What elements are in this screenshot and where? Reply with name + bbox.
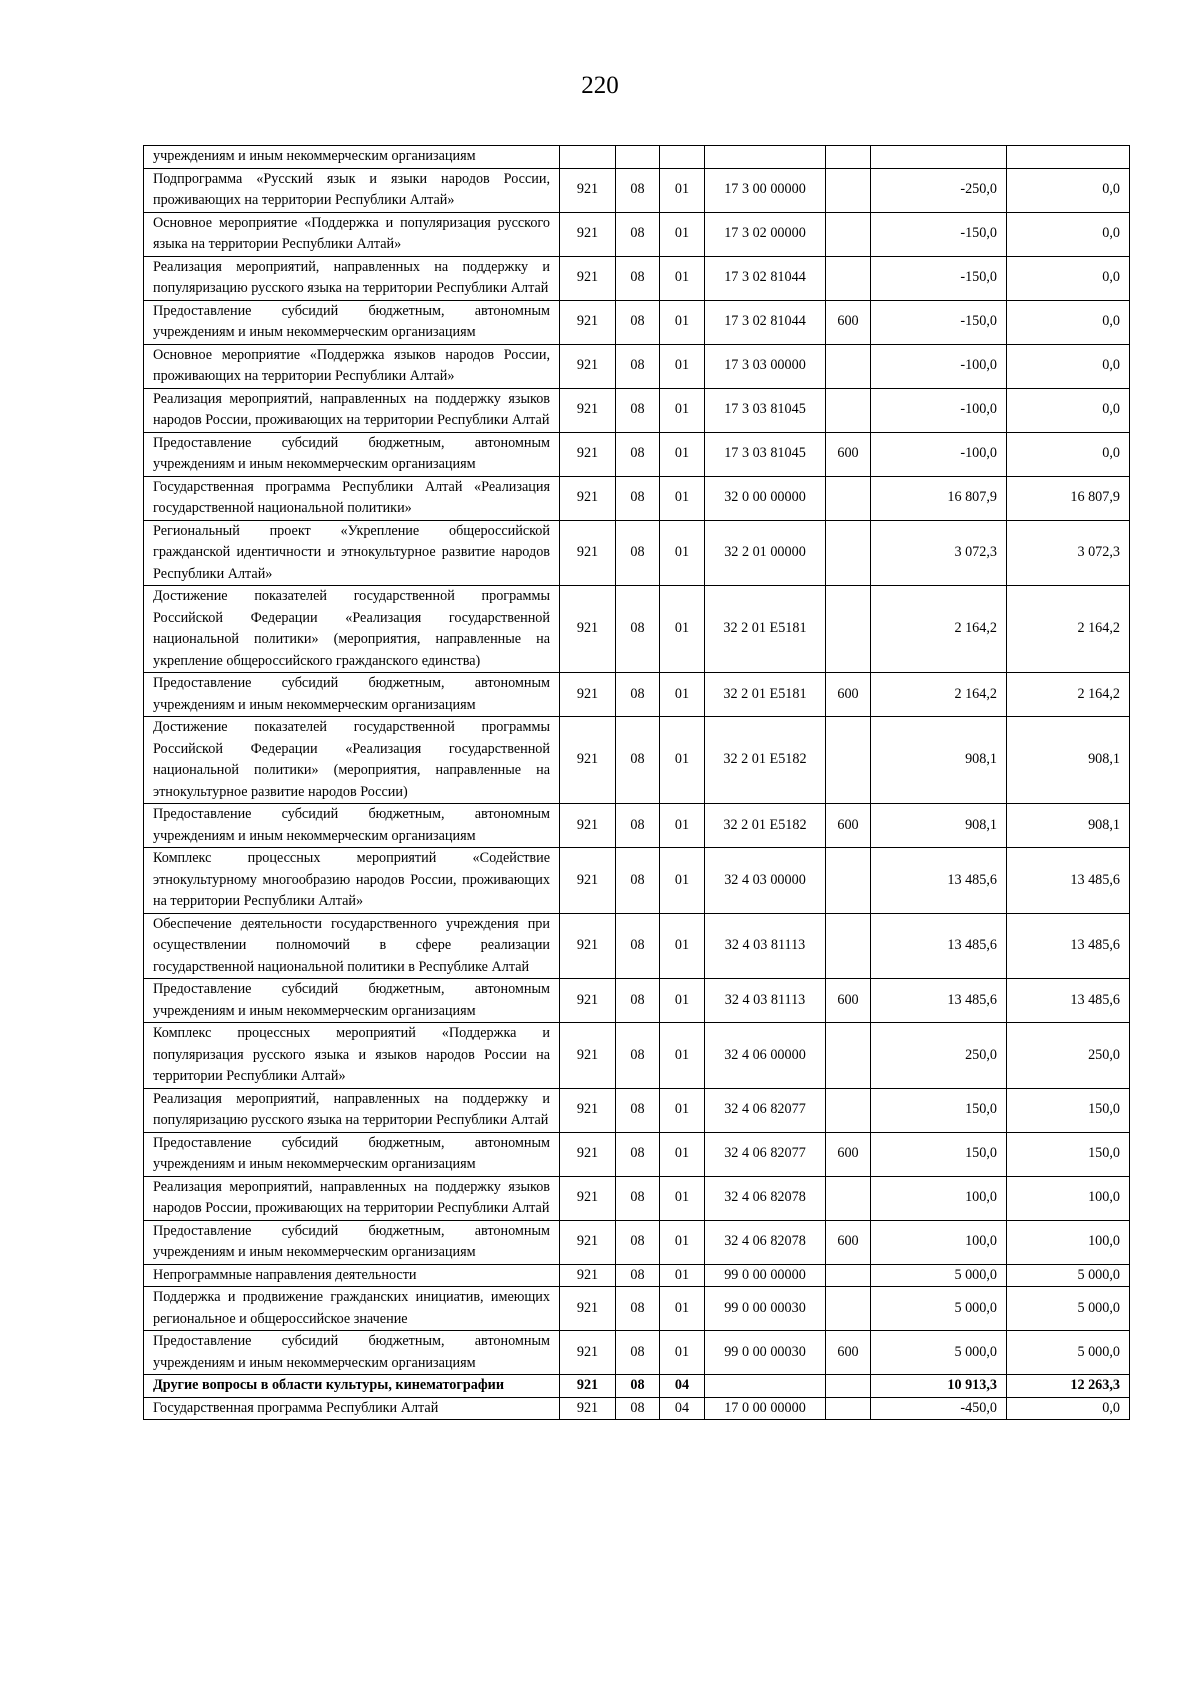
- table-row: [144, 1397, 1130, 1420]
- cell-target-article: 32 2 01 00000: [705, 520, 826, 586]
- cell-grbs: 921: [560, 168, 616, 212]
- row-name: Реализация мероприятий, направленных на поддержку и популяризацию русского языка на территории Республики Алтай: [144, 1088, 560, 1132]
- cell-grbs: 921: [560, 476, 616, 520]
- cell-target-article: 32 4 03 00000: [705, 848, 826, 914]
- cell-expense-type: [826, 717, 871, 804]
- table-row: [144, 1287, 1130, 1331]
- cell-expense-type: [826, 168, 871, 212]
- cell-amount-1: 13 485,6: [871, 913, 1007, 979]
- cell-amount-1: -250,0: [871, 168, 1007, 212]
- cell-section: 08: [616, 979, 660, 1023]
- table-row: [144, 1132, 1130, 1176]
- cell-amount-2: 0,0: [1007, 212, 1130, 256]
- cell-subsection: 01: [660, 1264, 705, 1287]
- cell-subsection: 01: [660, 1331, 705, 1375]
- cell-amount-1: 13 485,6: [871, 848, 1007, 914]
- cell-section: 08: [616, 1264, 660, 1287]
- cell-section: 08: [616, 300, 660, 344]
- cell-section: 08: [616, 586, 660, 673]
- cell-expense-type: [826, 256, 871, 300]
- cell-section: 08: [616, 673, 660, 717]
- cell-amount-2: [1007, 146, 1130, 169]
- cell-expense-type: [826, 344, 871, 388]
- cell-expense-type: 600: [826, 979, 871, 1023]
- cell-grbs: 921: [560, 979, 616, 1023]
- cell-grbs: 921: [560, 586, 616, 673]
- cell-subsection: 01: [660, 1176, 705, 1220]
- cell-amount-1: 2 164,2: [871, 673, 1007, 717]
- table-row: [144, 300, 1130, 344]
- cell-expense-type: [826, 913, 871, 979]
- cell-section: 08: [616, 1397, 660, 1420]
- cell-amount-2: 2 164,2: [1007, 586, 1130, 673]
- cell-amount-1: -100,0: [871, 432, 1007, 476]
- cell-section: 08: [616, 388, 660, 432]
- cell-amount-2: 5 000,0: [1007, 1331, 1130, 1375]
- cell-expense-type: [826, 848, 871, 914]
- cell-amount-1: -100,0: [871, 388, 1007, 432]
- table-row: [144, 388, 1130, 432]
- row-name: Основное мероприятие «Поддержка и популяризация русского языка на территории Республики Алтай»: [144, 212, 560, 256]
- cell-expense-type: [826, 1397, 871, 1420]
- cell-amount-2: 2 164,2: [1007, 673, 1130, 717]
- table-row: [144, 913, 1130, 979]
- cell-subsection: 01: [660, 1287, 705, 1331]
- row-name: Комплекс процессных мероприятий «Поддержка и популяризация русского языка и языков народов России на территории Республики Алтай»: [144, 1023, 560, 1089]
- cell-section: 08: [616, 1331, 660, 1375]
- row-name: Предоставление субсидий бюджетным, автономным учреждениям и иным некоммерческим организациям: [144, 979, 560, 1023]
- row-name: Обеспечение деятельности государственного учреждения при осуществлении полномочий в сфере реализации государственной национальной политики в Республике Алтай: [144, 913, 560, 979]
- cell-grbs: 921: [560, 1220, 616, 1264]
- cell-amount-1: 908,1: [871, 717, 1007, 804]
- table-row: [144, 979, 1130, 1023]
- cell-subsection: 01: [660, 388, 705, 432]
- cell-expense-type: [826, 388, 871, 432]
- cell-target-article: 32 4 03 81113: [705, 913, 826, 979]
- cell-amount-2: 3 072,3: [1007, 520, 1130, 586]
- cell-target-article: 99 0 00 00030: [705, 1287, 826, 1331]
- table-row: [144, 1176, 1130, 1220]
- cell-expense-type: 600: [826, 432, 871, 476]
- cell-section: 08: [616, 520, 660, 586]
- cell-amount-1: 150,0: [871, 1132, 1007, 1176]
- cell-target-article: 32 4 03 81113: [705, 979, 826, 1023]
- row-name: Предоставление субсидий бюджетным, автономным учреждениям и иным некоммерческим организациям: [144, 1132, 560, 1176]
- row-name: Достижение показателей государственной программы Российской Федерации «Реализация государственной национальной политики» (мероприятия, направленные на этнокультурное развитие народов России): [144, 717, 560, 804]
- cell-subsection: 01: [660, 256, 705, 300]
- row-name: Предоставление субсидий бюджетным, автономным учреждениям и иным некоммерческим организациям: [144, 673, 560, 717]
- cell-section: 08: [616, 476, 660, 520]
- cell-amount-1: 5 000,0: [871, 1264, 1007, 1287]
- cell-section: 08: [616, 168, 660, 212]
- table-row: [144, 520, 1130, 586]
- cell-amount-1: 5 000,0: [871, 1287, 1007, 1331]
- row-name: Подпрограмма «Русский язык и языки народов России, проживающих на территории Республики Алтай»: [144, 168, 560, 212]
- cell-section: 08: [616, 804, 660, 848]
- cell-grbs: 921: [560, 256, 616, 300]
- cell-amount-2: 0,0: [1007, 344, 1130, 388]
- row-name: Предоставление субсидий бюджетным, автономным учреждениям и иным некоммерческим организациям: [144, 432, 560, 476]
- table-row: [144, 1331, 1130, 1375]
- cell-expense-type: [826, 146, 871, 169]
- row-name: Комплекс процессных мероприятий «Содействие этнокультурному многообразию народов России, проживающих на территории Республики Алтай»: [144, 848, 560, 914]
- cell-amount-2: 13 485,6: [1007, 979, 1130, 1023]
- cell-section: 08: [616, 1132, 660, 1176]
- cell-target-article: 32 2 01 E5182: [705, 804, 826, 848]
- table-row: [144, 146, 1130, 169]
- cell-expense-type: 600: [826, 1132, 871, 1176]
- cell-amount-1: -150,0: [871, 300, 1007, 344]
- table-row: [144, 1264, 1130, 1287]
- table-row: [144, 1023, 1130, 1089]
- table-row: [144, 586, 1130, 673]
- cell-subsection: 01: [660, 520, 705, 586]
- table-row: [144, 168, 1130, 212]
- cell-target-article: 17 0 00 00000: [705, 1397, 826, 1420]
- cell-amount-1: 100,0: [871, 1220, 1007, 1264]
- row-name: Реализация мероприятий, направленных на поддержку и популяризацию русского языка на территории Республики Алтай: [144, 256, 560, 300]
- table-row: [144, 344, 1130, 388]
- row-name: Непрограммные направления деятельности: [144, 1264, 560, 1287]
- cell-target-article: 32 4 06 82078: [705, 1176, 826, 1220]
- cell-target-article: 17 3 00 00000: [705, 168, 826, 212]
- cell-grbs: 921: [560, 673, 616, 717]
- cell-amount-1: [871, 146, 1007, 169]
- cell-amount-1: 3 072,3: [871, 520, 1007, 586]
- cell-grbs: 921: [560, 913, 616, 979]
- cell-expense-type: [826, 476, 871, 520]
- cell-subsection: 01: [660, 300, 705, 344]
- cell-amount-1: 2 164,2: [871, 586, 1007, 673]
- cell-expense-type: 600: [826, 1220, 871, 1264]
- cell-subsection: 01: [660, 212, 705, 256]
- cell-section: 08: [616, 1088, 660, 1132]
- cell-section: 08: [616, 1176, 660, 1220]
- cell-section: 08: [616, 848, 660, 914]
- cell-grbs: 921: [560, 848, 616, 914]
- cell-amount-1: 100,0: [871, 1176, 1007, 1220]
- cell-amount-2: 0,0: [1007, 1397, 1130, 1420]
- row-name: Достижение показателей государственной программы Российской Федерации «Реализация государственной национальной политики» (мероприятия, направленные на укрепление общероссийского гражданского единства): [144, 586, 560, 673]
- table-row: [144, 1088, 1130, 1132]
- cell-section: 08: [616, 1220, 660, 1264]
- cell-expense-type: 600: [826, 673, 871, 717]
- cell-amount-2: 100,0: [1007, 1220, 1130, 1264]
- cell-amount-1: 250,0: [871, 1023, 1007, 1089]
- cell-expense-type: [826, 1023, 871, 1089]
- table-row: [144, 256, 1130, 300]
- cell-amount-2: 16 807,9: [1007, 476, 1130, 520]
- cell-section: 08: [616, 717, 660, 804]
- table-row: [144, 717, 1130, 804]
- cell-subsection: 01: [660, 1220, 705, 1264]
- cell-grbs: 921: [560, 1375, 616, 1398]
- row-name: Реализация мероприятий, направленных на поддержку языков народов России, проживающих на территории Республики Алтай: [144, 1176, 560, 1220]
- cell-amount-2: 13 485,6: [1007, 848, 1130, 914]
- cell-target-article: 17 3 02 81044: [705, 300, 826, 344]
- row-name: Региональный проект «Укрепление общероссийской гражданской идентичности и этнокультурное развитие народов Республики Алтай»: [144, 520, 560, 586]
- cell-target-article: 17 3 02 00000: [705, 212, 826, 256]
- cell-amount-2: 0,0: [1007, 388, 1130, 432]
- row-name: Поддержка и продвижение гражданских инициатив, имеющих региональное и общероссийское значение: [144, 1287, 560, 1331]
- cell-amount-1: 150,0: [871, 1088, 1007, 1132]
- cell-target-article: 32 2 01 E5181: [705, 586, 826, 673]
- table-row: [144, 212, 1130, 256]
- cell-amount-1: 5 000,0: [871, 1331, 1007, 1375]
- cell-amount-2: 0,0: [1007, 300, 1130, 344]
- cell-grbs: 921: [560, 717, 616, 804]
- table-row: [144, 804, 1130, 848]
- cell-amount-2: 5 000,0: [1007, 1287, 1130, 1331]
- cell-target-article: 17 3 03 81045: [705, 432, 826, 476]
- cell-expense-type: [826, 212, 871, 256]
- cell-target-article: 32 4 06 00000: [705, 1023, 826, 1089]
- cell-section: 08: [616, 344, 660, 388]
- cell-amount-2: 908,1: [1007, 804, 1130, 848]
- cell-subsection: 01: [660, 1023, 705, 1089]
- table-row: [144, 1375, 1130, 1398]
- cell-target-article: 17 3 02 81044: [705, 256, 826, 300]
- cell-amount-2: 150,0: [1007, 1132, 1130, 1176]
- row-name: Предоставление субсидий бюджетным, автономным учреждениям и иным некоммерческим организациям: [144, 1331, 560, 1375]
- cell-subsection: 01: [660, 168, 705, 212]
- cell-target-article: 32 4 06 82077: [705, 1088, 826, 1132]
- cell-amount-2: 0,0: [1007, 432, 1130, 476]
- cell-amount-2: 150,0: [1007, 1088, 1130, 1132]
- table-row: [144, 1220, 1130, 1264]
- cell-expense-type: 600: [826, 300, 871, 344]
- cell-expense-type: [826, 1287, 871, 1331]
- cell-grbs: 921: [560, 804, 616, 848]
- cell-target-article: 99 0 00 00000: [705, 1264, 826, 1287]
- cell-expense-type: [826, 1176, 871, 1220]
- cell-subsection: 01: [660, 344, 705, 388]
- cell-section: 08: [616, 1375, 660, 1398]
- cell-section: [616, 146, 660, 169]
- cell-target-article: 32 0 00 00000: [705, 476, 826, 520]
- table-row: [144, 476, 1130, 520]
- cell-target-article: 17 3 03 00000: [705, 344, 826, 388]
- cell-amount-2: 13 485,6: [1007, 913, 1130, 979]
- row-name: Другие вопросы в области культуры, кинематографии: [144, 1375, 560, 1398]
- cell-subsection: 01: [660, 476, 705, 520]
- cell-subsection: 01: [660, 673, 705, 717]
- cell-grbs: 921: [560, 1287, 616, 1331]
- cell-amount-2: 0,0: [1007, 168, 1130, 212]
- cell-amount-1: 10 913,3: [871, 1375, 1007, 1398]
- cell-subsection: 01: [660, 1132, 705, 1176]
- cell-grbs: 921: [560, 1023, 616, 1089]
- cell-grbs: 921: [560, 1176, 616, 1220]
- cell-subsection: 01: [660, 848, 705, 914]
- cell-amount-2: 250,0: [1007, 1023, 1130, 1089]
- cell-target-article: 32 4 06 82078: [705, 1220, 826, 1264]
- cell-amount-2: 908,1: [1007, 717, 1130, 804]
- row-name: Предоставление субсидий бюджетным, автономным учреждениям и иным некоммерческим организациям: [144, 300, 560, 344]
- cell-target-article: [705, 1375, 826, 1398]
- budget-table: [143, 145, 1130, 1420]
- cell-subsection: 01: [660, 586, 705, 673]
- table-row: [144, 432, 1130, 476]
- cell-grbs: 921: [560, 1331, 616, 1375]
- row-name: Реализация мероприятий, направленных на поддержку языков народов России, проживающих на территории Республики Алтай: [144, 388, 560, 432]
- cell-grbs: [560, 146, 616, 169]
- cell-target-article: 32 2 01 E5182: [705, 717, 826, 804]
- cell-section: 08: [616, 212, 660, 256]
- cell-expense-type: [826, 1375, 871, 1398]
- cell-expense-type: [826, 1088, 871, 1132]
- cell-target-article: [705, 146, 826, 169]
- cell-amount-1: -450,0: [871, 1397, 1007, 1420]
- cell-subsection: 04: [660, 1397, 705, 1420]
- cell-target-article: 17 3 03 81045: [705, 388, 826, 432]
- row-name: Основное мероприятие «Поддержка языков народов России, проживающих на территории Республики Алтай»: [144, 344, 560, 388]
- page-number: 220: [581, 72, 619, 99]
- cell-amount-2: 12 263,3: [1007, 1375, 1130, 1398]
- row-name: Государственная программа Республики Алтай «Реализация государственной национальной политики»: [144, 476, 560, 520]
- cell-amount-2: 5 000,0: [1007, 1264, 1130, 1287]
- cell-amount-1: 908,1: [871, 804, 1007, 848]
- cell-section: 08: [616, 256, 660, 300]
- cell-amount-2: 100,0: [1007, 1176, 1130, 1220]
- cell-grbs: 921: [560, 1264, 616, 1287]
- cell-grbs: 921: [560, 1088, 616, 1132]
- cell-grbs: 921: [560, 388, 616, 432]
- cell-section: 08: [616, 1287, 660, 1331]
- cell-amount-1: -100,0: [871, 344, 1007, 388]
- table-row: [144, 673, 1130, 717]
- cell-target-article: 32 4 06 82077: [705, 1132, 826, 1176]
- cell-expense-type: [826, 586, 871, 673]
- cell-grbs: 921: [560, 520, 616, 586]
- cell-expense-type: 600: [826, 1331, 871, 1375]
- cell-subsection: 01: [660, 913, 705, 979]
- cell-amount-1: 13 485,6: [871, 979, 1007, 1023]
- row-name: учреждениям и иным некоммерческим организациям: [144, 146, 560, 169]
- cell-amount-2: 0,0: [1007, 256, 1130, 300]
- cell-grbs: 921: [560, 300, 616, 344]
- row-name: Предоставление субсидий бюджетным, автономным учреждениям и иным некоммерческим организациям: [144, 1220, 560, 1264]
- cell-target-article: 99 0 00 00030: [705, 1331, 826, 1375]
- cell-target-article: 32 2 01 E5181: [705, 673, 826, 717]
- cell-amount-1: -150,0: [871, 212, 1007, 256]
- cell-grbs: 921: [560, 432, 616, 476]
- row-name: Государственная программа Республики Алтай: [144, 1397, 560, 1420]
- cell-subsection: 01: [660, 1088, 705, 1132]
- cell-amount-1: -150,0: [871, 256, 1007, 300]
- cell-grbs: 921: [560, 212, 616, 256]
- cell-section: 08: [616, 913, 660, 979]
- cell-subsection: [660, 146, 705, 169]
- cell-section: 08: [616, 432, 660, 476]
- cell-section: 08: [616, 1023, 660, 1089]
- cell-grbs: 921: [560, 344, 616, 388]
- row-name: Предоставление субсидий бюджетным, автономным учреждениям и иным некоммерческим организациям: [144, 804, 560, 848]
- cell-subsection: 01: [660, 804, 705, 848]
- cell-grbs: 921: [560, 1397, 616, 1420]
- table-row: [144, 848, 1130, 914]
- cell-amount-1: 16 807,9: [871, 476, 1007, 520]
- cell-expense-type: 600: [826, 804, 871, 848]
- cell-subsection: 01: [660, 432, 705, 476]
- cell-subsection: 01: [660, 717, 705, 804]
- cell-grbs: 921: [560, 1132, 616, 1176]
- cell-expense-type: [826, 520, 871, 586]
- cell-subsection: 01: [660, 979, 705, 1023]
- cell-expense-type: [826, 1264, 871, 1287]
- cell-subsection: 04: [660, 1375, 705, 1398]
